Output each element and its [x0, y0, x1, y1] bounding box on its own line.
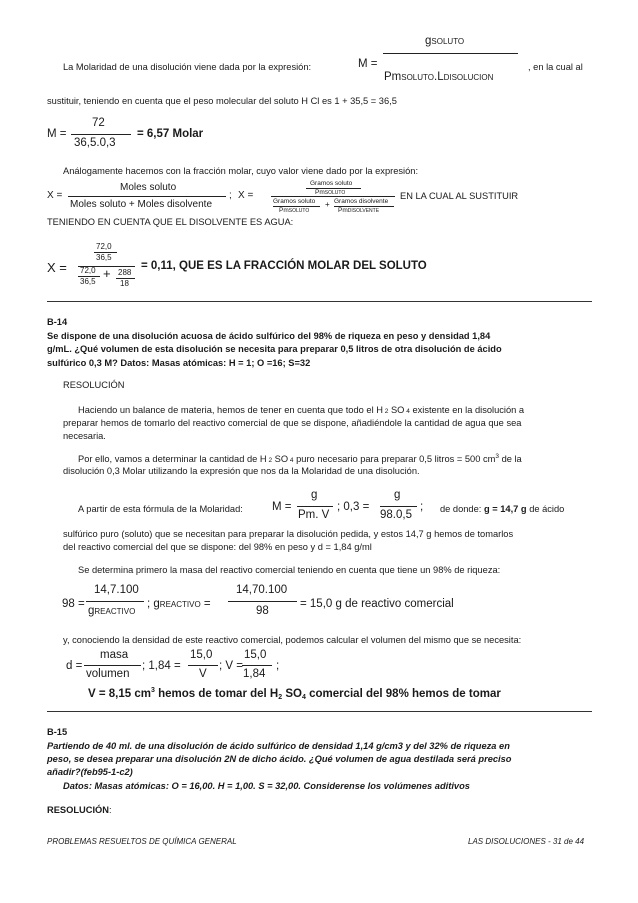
- fraction-line2: TENIENDO EN CUENTA QUE EL DISOLVENTE ES AGUA:: [47, 217, 294, 227]
- footer-right: LAS DISOLUCIONES - 31 de 44: [468, 837, 585, 846]
- problem-code: B-14: [47, 317, 68, 327]
- fraction-text: Análogamente hacemos con la fracción molar, cuyo valor viene dado por la expresión:: [63, 166, 419, 176]
- paragraph: Haciendo un balance de materia, hemos de tener en cuenta que todo el H 2 SO 4 existente en la disolución a: [78, 405, 525, 415]
- x-eq1-num: Moles soluto: [120, 182, 177, 193]
- m-eq-num: g: [311, 489, 318, 501]
- paragraph-line: necesaria.: [63, 431, 106, 441]
- paragraph: Por ello, vamos a determinar la cantidad de H 2 SO 4 puro necesario para preparar 0,5 litros = 500 $cm^3$ de la: [78, 453, 522, 465]
- molar-eq-result: = 6,57 Molar: [137, 128, 204, 140]
- m-eq-sep: ; 0,3 =: [337, 501, 370, 513]
- r-eq-num: 14,7.100: [94, 584, 139, 596]
- r-eq-den2: 98: [256, 605, 269, 617]
- d-eq-den2: V: [199, 668, 207, 680]
- final-result: V = 8,15 $cm^3$ hemos de tomar del H2 SO4 comercial del 98% hemos de tomar: [88, 687, 501, 701]
- x-eq2-lhs: X =: [238, 190, 254, 201]
- x-eq-d2: 36,5: [80, 277, 96, 286]
- resolution-heading: RESOLUCIÓN: [63, 380, 125, 390]
- d-eq-num2: 15,0: [190, 649, 213, 661]
- plus: +: [103, 266, 111, 281]
- x-eq-n1: 72,0: [96, 242, 112, 251]
- x-eq-lhs: X =: [47, 260, 67, 275]
- problem-code: B-15: [47, 727, 68, 737]
- problem-statement-line: sulfúrico 0,3 M? Datos: Masas atómicas: H = 1; O =16; S=32: [47, 358, 311, 368]
- r-eq-lhs: 98 =: [62, 598, 85, 610]
- paragraph: de donde: g = 14,7 g de ácido: [440, 504, 565, 514]
- eq-molarity-numerator: gSOLUTO: [425, 35, 465, 47]
- fraction-bar: [86, 601, 144, 602]
- r-eq-den: gREACTIVO: [88, 605, 136, 617]
- fraction-bar: [242, 665, 272, 666]
- d-eq-den: volumen: [86, 668, 130, 680]
- r-eq-sep: ; gREACTIVO =: [147, 598, 211, 610]
- fraction-bar: [383, 53, 518, 54]
- separator: ;: [229, 190, 232, 201]
- problem-data: Datos: Masas atómicas: O = 16,00. H = 1,00. S = 32,00. Considerense los volúmenes aditivos: [63, 781, 470, 791]
- paragraph-line: preparar hemos de tomarlo del reactivo comercial de que se dispone, añadiéndole la cantidad de agua que sea: [63, 418, 522, 428]
- paragraph: y, conociendo la densidad de este reactivo comercial, podemos calcular el volumen del mismo que se necesita:: [63, 635, 522, 645]
- r-eq-result: = 15,0 g de reactivo comercial: [300, 598, 454, 610]
- m-eq-num2: g: [394, 489, 401, 501]
- x-eq2-den-grams-disolvente: Gramos disolvente: [334, 198, 389, 205]
- fraction-bar: [297, 506, 333, 507]
- divider: [47, 301, 592, 302]
- x-eq2-den-pm-soluto: PmSOLUTO: [279, 207, 310, 214]
- fraction-bar: [68, 196, 226, 197]
- problem-statement-line: Partiendo de 40 ml. de una disolución de ácido sulfúrico de densidad 1,14 g/cm3 y del 32% de riqueza en: [47, 741, 510, 751]
- d-eq-lhs: d =: [66, 660, 83, 672]
- x-eq2-den-grams-soluto: Gramos soluto: [273, 198, 316, 205]
- intro-text-cont: , en la cual al: [528, 62, 583, 72]
- x-eq2-den-pm-disolvente: PmDISOLVENTE: [338, 207, 380, 214]
- x-eq2-num-pm: PmSOLUTO: [315, 189, 346, 196]
- fraction-bar-main: [271, 196, 395, 197]
- paragraph-line: disolución 0,3 Molar utilizando la expresión que nos da la Molaridad de una disolución.: [63, 466, 420, 476]
- problem-statement-line: Se dispone de una disolución acuosa de ácido sulfúrico del 98% de riqueza en peso y densidad 1,84: [47, 331, 491, 341]
- x-eq1-lhs: X =: [47, 190, 63, 201]
- x-eq-d3: 18: [120, 279, 129, 288]
- x-eq-d1: 36,5: [96, 253, 112, 262]
- molar-eq-lhs: M =: [47, 128, 67, 140]
- d-eq-sep: ; 1,84 =: [142, 660, 181, 672]
- m-eq-den2: 98.0,5: [380, 509, 412, 521]
- fraction-after: EN LA CUAL AL SUSTITUIR: [400, 191, 519, 201]
- x-eq2-num-grams: Gramos soluto: [310, 180, 353, 187]
- fraction-bar: [71, 134, 131, 135]
- d-eq-sep2: ; V =: [219, 660, 243, 672]
- fraction-bar: [380, 506, 417, 507]
- fraction-bar: [188, 665, 218, 666]
- intro-text: La Molaridad de una disolución viene dada por la expresión:: [63, 62, 312, 72]
- problem-statement-line: g/mL. ¿Qué volumen de esta disolución se necesita para preparar 0,5 litros de otra disolución de ácido: [47, 344, 502, 354]
- divider: [47, 711, 592, 712]
- m-eq-sep2: ;: [420, 501, 424, 513]
- x-eq-result: = 0,11, QUE ES LA FRACCIÓN MOLAR DEL SOLUTO: [141, 260, 427, 272]
- problem-statement-line: peso, se desea preparar una disolución 2N de dicho ácido. ¿Qué volumen de agua destilada será preciso: [47, 754, 512, 764]
- r-eq-num2: 14,70.100: [236, 584, 288, 596]
- m-eq-den: Pm. V: [298, 509, 330, 521]
- paragraph: A partir de esta fórmula de la Molaridad:: [78, 504, 243, 514]
- x-eq-n2: 72,0: [80, 266, 96, 275]
- fraction-bar: [228, 601, 297, 602]
- molar-eq-den: 36,5.0,3: [74, 137, 116, 149]
- resolution-heading: RESOLUCIÓN:: [47, 805, 112, 815]
- d-eq-end: ;: [276, 660, 280, 672]
- intro-line2: sustituir, teniendo en cuenta que el peso molecular del soluto H Cl es 1 + 35,5 = 36,5: [47, 96, 397, 106]
- eq-molarity-lhs: M =: [358, 58, 378, 70]
- d-eq-num3: 15,0: [244, 649, 267, 661]
- eq-molarity-denominator: PmSOLUTO.LDISOLUCION: [384, 71, 494, 83]
- x-eq-n3: 288: [118, 268, 132, 277]
- d-eq-den3: 1,84: [243, 668, 266, 680]
- x-eq1-den: Moles soluto + Moles disolvente: [70, 199, 213, 210]
- paragraph-line: sulfúrico puro (soluto) que se necesitan para preparar la disolución pedida, y estos 14,7 g hemos de tomarlos: [63, 529, 514, 539]
- paragraph-line: del reactivo comercial del que se dispone: del 98% en peso y d = 1,84 g/ml: [63, 542, 372, 552]
- d-eq-num: masa: [100, 649, 129, 661]
- m-eq-lhs: M =: [272, 501, 292, 513]
- paragraph: Se determina primero la masa del reactivo comercial teniendo en cuenta que tiene un 98% de riqueza:: [78, 565, 501, 575]
- fraction-bar: [84, 665, 141, 666]
- problem-statement-line: añadir?(feb95-1-c2): [47, 767, 133, 777]
- footer-left: PROBLEMAS RESUELTOS DE QUÍMICA GENERAL: [47, 837, 237, 846]
- molar-eq-num: 72: [92, 117, 105, 129]
- plus: +: [325, 200, 330, 209]
